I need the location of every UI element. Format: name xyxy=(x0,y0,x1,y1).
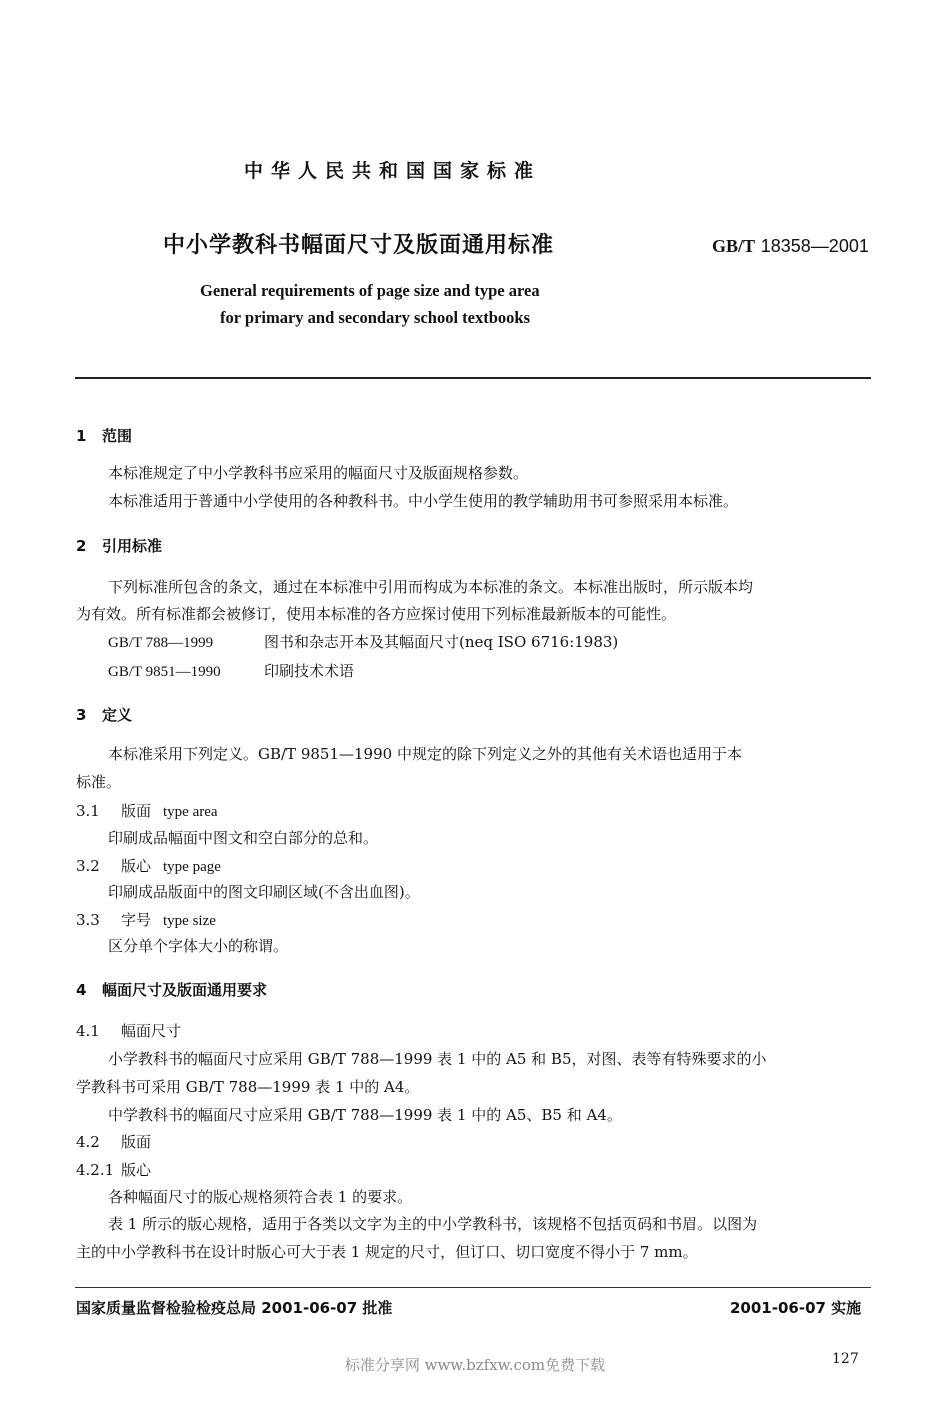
paragraph: 各种幅面尺寸的版心规格须符合表 1 的要求。 xyxy=(108,1188,413,1206)
section-1-heading xyxy=(76,425,132,446)
section-number: 2 xyxy=(76,537,87,555)
document-title: 中小学教科书幅面尺寸及版面通用标准 xyxy=(163,233,555,258)
standard-code-number: 18358—2001 xyxy=(760,236,869,256)
standard-code-prefix: GB/T xyxy=(712,236,756,256)
section-number: 1 xyxy=(76,427,87,445)
implementation-date: 2001-06-07 实施 xyxy=(730,1299,862,1317)
clause-title: 版面 xyxy=(121,1133,152,1151)
section-title: 引用标准 xyxy=(102,537,163,555)
definition-text: 印刷成品幅面中图文和空白部分的总和。 xyxy=(108,829,379,847)
section-number: 3 xyxy=(76,706,87,724)
reference-code: GB/T 788—1999 xyxy=(108,635,214,651)
reference-code: GB/T 9851—1990 xyxy=(108,664,221,680)
english-title-line-2: for primary and secondary school textbooks xyxy=(220,308,530,327)
clause-number: 3.1 xyxy=(76,802,100,820)
footer-divider xyxy=(75,1287,871,1288)
paragraph-continuation: 学教科书可采用 GB/T 788—1999 表 1 中的 A4。 xyxy=(76,1078,420,1096)
clause-4-2-heading xyxy=(76,1131,151,1152)
definition-3-2 xyxy=(76,855,221,876)
paragraph-continuation: 为有效。所有标准都会被修订，使用本标准的各方应探讨使用下列标准最新版本的可能性。 xyxy=(76,605,677,623)
clause-number: 4.1 xyxy=(76,1022,100,1040)
clause-title: 版心 xyxy=(121,1161,152,1179)
approval-statement: 国家质量监督检验检疫总局 2001-06-07 批准 xyxy=(76,1299,393,1317)
reference-item xyxy=(108,631,618,652)
term-en: type area xyxy=(163,804,218,820)
national-standard-heading: 中华人民共和国国家标准 xyxy=(243,160,541,182)
term-zh: 版心 xyxy=(121,857,152,875)
section-3-heading xyxy=(76,704,132,725)
term-en: type page xyxy=(163,859,221,875)
clause-number: 3.2 xyxy=(76,857,100,875)
section-title: 范围 xyxy=(102,427,133,445)
section-number: 4 xyxy=(76,981,87,999)
term-en: type size xyxy=(163,913,216,929)
clause-4-2-1-heading xyxy=(76,1159,151,1180)
definition-3-3 xyxy=(76,909,216,930)
english-title-line-1: General requirements of page size and type area xyxy=(200,281,540,300)
clause-number: 4.2 xyxy=(76,1133,100,1151)
clause-4-1-heading xyxy=(76,1020,181,1041)
paragraph-continuation: 标准。 xyxy=(76,773,122,791)
definition-3-1 xyxy=(76,800,218,821)
paragraph: 下列标准所包含的条文，通过在本标准中引用而构成为本标准的条文。本标准出版时，所示版本均 xyxy=(108,578,754,596)
definition-text: 印刷成品版面中的图文印刷区域(不含出血图)。 xyxy=(108,883,420,901)
paragraph: 中学教科书的幅面尺寸应采用 GB/T 788—1999 表 1 中的 A5、B5 和 A4。 xyxy=(108,1106,622,1124)
term-zh: 字号 xyxy=(121,911,152,929)
paragraph-continuation: 主的中小学教科书在设计时版心可大于表 1 规定的尺寸，但订口、切口宽度不得小于 7 mm。 xyxy=(76,1243,698,1261)
section-title: 定义 xyxy=(102,706,133,724)
paragraph: 本标准规定了中小学教科书应采用的幅面尺寸及版面规格参数。 xyxy=(108,464,529,482)
watermark-text: 标准分享网 www.bzfxw.com免费下载 xyxy=(344,1356,606,1374)
clause-number: 4.2.1 xyxy=(76,1161,115,1179)
page-number: 127 xyxy=(832,1351,859,1367)
paragraph: 表 1 所示的版心规格，适用于各类以文字为主的中小学教科书，该规格不包括页码和书眉。以图为 xyxy=(108,1215,758,1233)
definition-text: 区分单个字体大小的称谓。 xyxy=(108,937,289,955)
section-4-heading xyxy=(76,979,267,1000)
paragraph: 本标准采用下列定义。GB/T 9851—1990 中规定的除下列定义之外的其他有关术语也适用于本 xyxy=(108,745,742,763)
section-2-heading xyxy=(76,535,162,556)
term-zh: 版面 xyxy=(121,802,152,820)
reference-item xyxy=(108,660,354,681)
paragraph: 本标准适用于普通中小学使用的各种教科书。中小学生使用的教学辅助用书可参照采用本标准。 xyxy=(108,492,739,510)
clause-title: 幅面尺寸 xyxy=(121,1022,182,1040)
standard-code xyxy=(712,236,869,257)
reference-title: 图书和杂志开本及其幅面尺寸(neq ISO 6716:1983) xyxy=(264,633,619,651)
clause-number: 3.3 xyxy=(76,911,100,929)
paragraph: 小学教科书的幅面尺寸应采用 GB/T 788—1999 表 1 中的 A5 和 B5，对图、表等有特殊要求的小 xyxy=(108,1050,767,1068)
reference-title: 印刷技术术语 xyxy=(264,662,355,680)
header-divider xyxy=(75,377,871,379)
section-title: 幅面尺寸及版面通用要求 xyxy=(102,981,268,999)
